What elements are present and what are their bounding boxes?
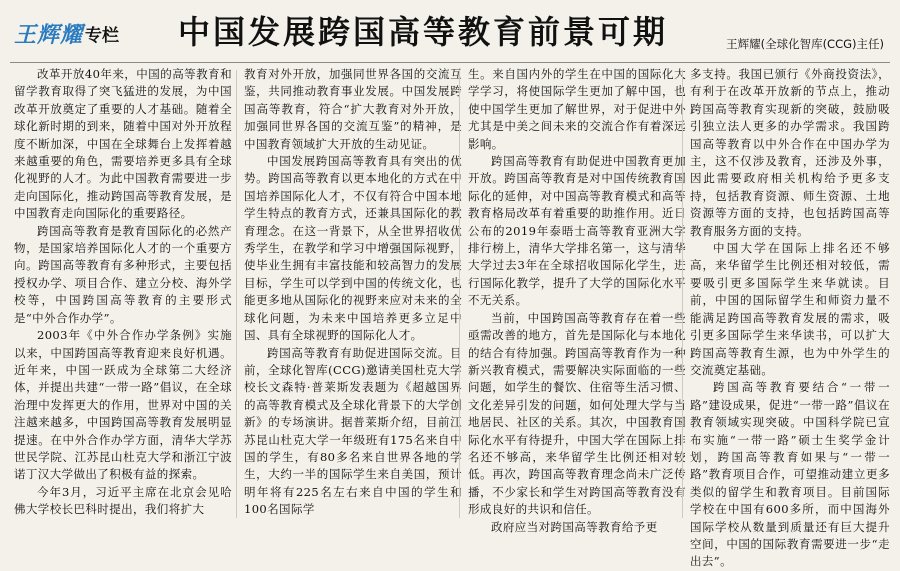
article-paragraph: 中国大学在国际上排名还不够高，来华留学生比例还相对较低，需要吸引更多国际学生来华就读。目前，中国的国际留学生和师资力量不能满足跨国高等教育发展的需求，吸引更多国际学生来华读书，可以扩大跨国高等教育生源，也为中外学生的交流奠定基础。	[690, 241, 890, 377]
text-column-3	[468, 66, 686, 534]
article-paragraph: 生。来自国内外的学生在中国的国际化大学学习，将使国际学生更加了解中国，也使中国学生更加了解世界，对于促进中外尤其是中美之间未来的交流合作有着深远影响。	[468, 67, 686, 151]
article-paragraph: 多支持。我国已颁行《外商投资法》，有利于在改革开放新的节点上，推动跨国高等教育实现新的突破，鼓励吸引独立法人更多的办学需求。我国跨国高等教育以中外合作在中国办学为主，这不仅涉及教育，还涉及外事，因此需要政府相关机构给予更多支持，包括教育资源、师生资源、土地资源等方面的支持，也包括跨国高等教育服务方面的支持。	[690, 67, 890, 238]
article-byline: 王辉耀(全球化智库(CCG)主任)	[726, 37, 884, 51]
article-paragraph: 跨国高等教育要结合“一带一路”建设成果，促进“一带一路”倡议在教育领域实现突破。中国科学院已宣布实施“一带一路”硕士生奖学金计划，跨国高等教育如果与“一带一路”教育项目合作，可望推动建立更多类似的留学生和教育项目。目前国际学校在中国有600多所，而中国海外国际学校从数量到质量还有巨大提升空间，中国的国际教育需要进一步“走出去”。	[690, 380, 890, 569]
text-column-4	[690, 66, 890, 569]
article-paragraph: 2003年《中外合作办学条例》实施以来，中国跨国高等教育迎来良好机遇。近年来，中国一跃成为全球第二大经济体，并提出共建“一带一路”倡议，在全球治理中发挥更大的作用，世界对中国的关注越来越多，中国跨国高等教育发展明显提速。在中外合作办学方面，清华大学苏世民学院、江苏昆山杜克大学和浙江宁波诺丁汉大学做出了积极有益的探索。	[14, 328, 232, 482]
header-divider	[10, 62, 890, 63]
article-paragraph: 跨国高等教育有助促进中国教育更加开放。跨国高等教育是对中国传统教育国际化的延伸，对中国高等教育模式和高等教育格局改革有着重要的助推作用。近日公布的2019年泰晤士高等教育亚洲大学排行榜上，清华大学排名第一，这与清华大学过去3年在全球招收国际化学生，进行国际化教学，提升了大学的国际化水平不无关系。	[468, 154, 686, 308]
article-paragraph: 今年3月，习近平主席在北京会见哈佛大学校长巴科时提出，我们将扩大	[14, 484, 232, 517]
article-paragraph: 跨国高等教育有助促进国际交流。目前，全球化智库(CCG)邀请美国杜克大学校长文森特·普莱斯发表题为《超越国界的高等教育模式及全球化背景下的大学创新》的专场演讲。据普莱斯介绍，目前江苏昆山杜克大学一年级班有175名来自中国的学生，有80多名来自世界各地的学生，大约一半的国际学生来自美国，预计明年将有225名左右来自中国的学生和100名国际学	[244, 345, 462, 517]
article-paragraph: 改革开放40年来，中国的高等教育和留学教育取得了突飞猛进的发展，为中国改革开放奠定了重要的人才基础。随着全球化新时期的到来，随着中国对外开放程度不断加深，中国在全球舞台上发挥着越来越重要的角色，需要培养更多具有全球化视野的人才。为此中国教育需要进一步走向国际化，推动跨国高等教育发展，是中国教育走向国际化的重要路径。	[14, 67, 232, 221]
article-header	[0, 0, 900, 62]
article-paragraph: 当前，中国跨国高等教育存在着一些亟需改善的地方，首先是国际化与本地化的结合有待加强。跨国高等教育作为一种新兴教育模式，需要解决实际面临的一些问题，如学生的餐饮、住宿等生活习惯、文化差异引发的问题，如何处理大学与当地居民、社区的关系。其次，中国教育国际化水平有待提升，中国大学在国际上排名还不够高，来华留学生比例还相对较低。再次，跨国高等教育理念尚未广泛传播，不少家长和学生对跨国高等教育没有形成良好的共识和信任。	[468, 310, 686, 517]
article-headline: 中国发展跨国高等教育前景可期	[178, 13, 669, 51]
article-paragraph: 跨国高等教育是教育国际化的必然产物，是国家培养国际化人才的一个重要方向。跨国高等教育有多种形式，主要包括授权办学、项目合作、建立分校、海外学校等，中国跨国高等教育的主要形式是“中外合作办学”。	[14, 223, 232, 325]
article-body	[0, 66, 900, 569]
column-divider	[236, 70, 237, 518]
column-label: 专栏	[85, 26, 120, 46]
column-divider	[459, 70, 460, 518]
text-column-1	[14, 66, 232, 520]
article-paragraph: 中国发展跨国高等教育具有突出的优势。跨国高等教育以更本地化的方式在中国培养国际化人才，不仅有符合中国本地学生特点的教育方式，还兼具国际化的教育理念。在这一背景下，从全世界招收优秀学生，在教学和学习中增强国际视野，使毕业生拥有丰富技能和较高智力的发展目标，学生可以学到中国的传统文化，也能更多地从国际化的视野来应对未来的全球化问题，为未来中国培养更多立足中国、具有全球视野的国际化人才。	[244, 154, 462, 343]
column-author-name: 王辉耀	[14, 22, 84, 48]
text-column-2	[244, 66, 462, 520]
article-paragraph: 政府应当对跨国高等教育给予更	[491, 519, 658, 534]
column-logo	[14, 14, 119, 48]
article-paragraph: 教育对外开放，加强同世界各国的交流互鉴，共同推动教育事业发展。中国发展跨国高等教育，符合“扩大教育对外开放，加强同世界各国的交流互鉴”的精神，是中国教育领域扩大开放的生动见证。	[244, 67, 462, 151]
column-divider	[682, 70, 683, 518]
